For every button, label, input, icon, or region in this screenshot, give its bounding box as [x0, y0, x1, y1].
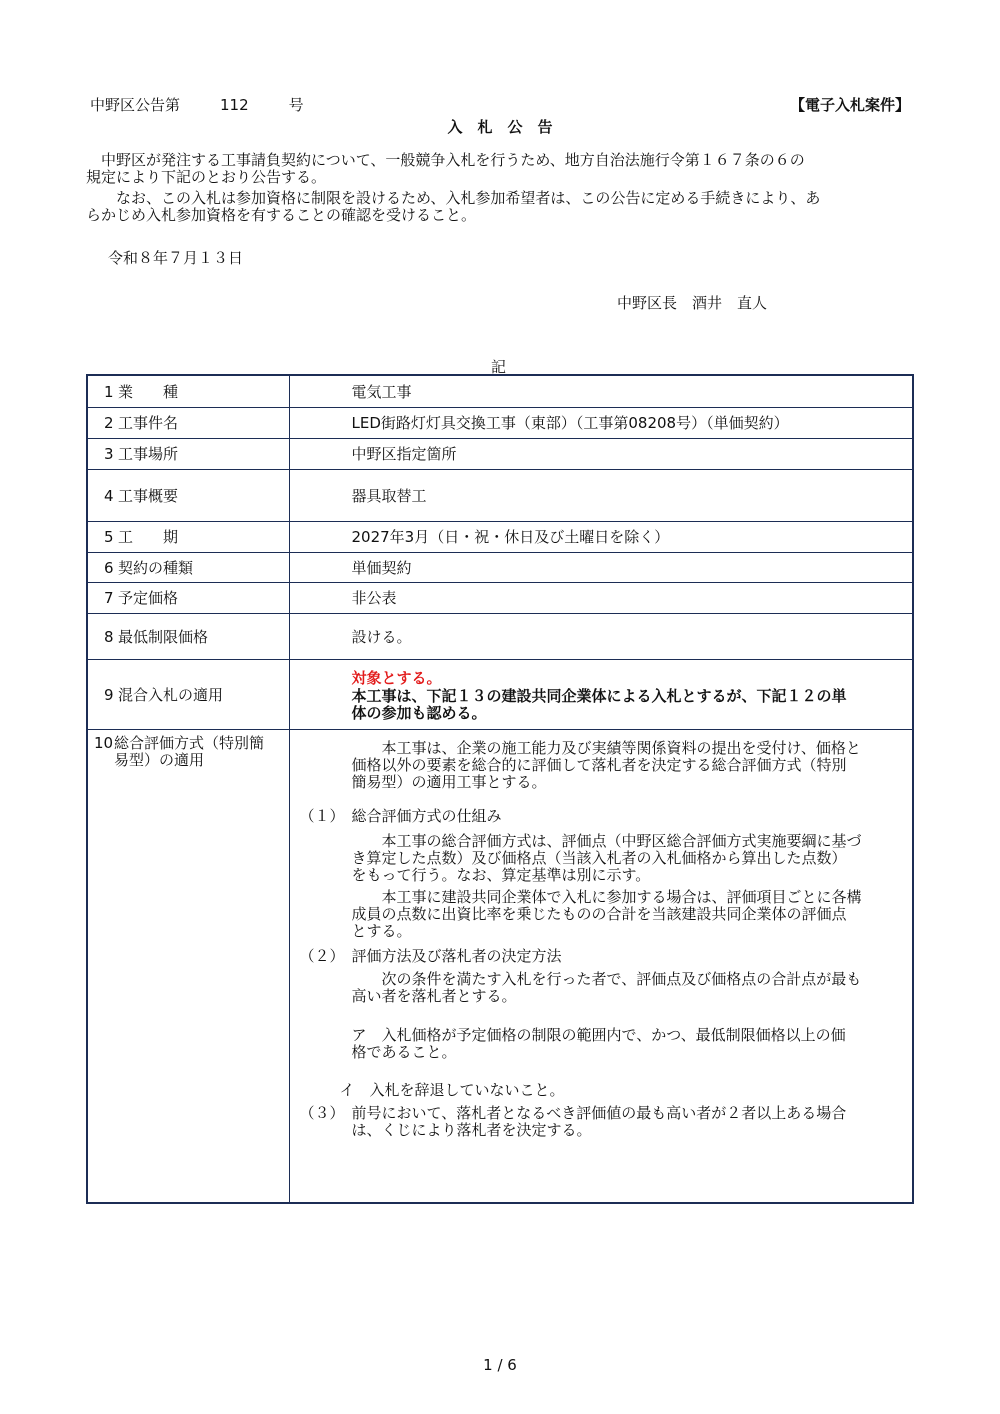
condition-i: イ 入札を辞退していないこと。 — [339, 1080, 565, 1099]
row-label: 工事概要 — [118, 486, 179, 505]
row-number: 8 — [104, 627, 114, 646]
row-number: 1 — [104, 382, 114, 401]
table-row — [87, 438, 913, 469]
row-number: 9 — [104, 685, 114, 704]
table-row — [87, 375, 913, 407]
row-label: 工事場所 — [118, 445, 179, 463]
notice-prefix: 中野区公告第 — [90, 96, 181, 114]
row-label: 最低制限価格 — [118, 627, 209, 646]
page-number: 1 / 6 — [483, 1356, 517, 1374]
page-title: 入 札 公 告 — [447, 118, 553, 136]
evaluation-intro: 本工事は、企業の施工能力及び実績等関係資料の提出を受付け、価格と 価格以外の要素を総合的に評価して落札者を決定する総合評価方式（特別 簡易型）の適用工事とする。 — [351, 738, 861, 791]
table-row-evaluation — [87, 729, 913, 1203]
ki-heading: 記 — [491, 358, 507, 376]
row-value: 設ける。 — [289, 613, 913, 659]
row-value: 単価契約 — [289, 552, 913, 582]
row-label: 契約の種類 — [118, 558, 194, 577]
notice-number: 112 — [220, 96, 249, 114]
signer: 中野区長 酒井 直人 — [617, 294, 768, 312]
section-1-paragraph-2: 本工事に建設共同企業体で入札に参加する場合は、評価項目ごとに各構 成員の点数に出資比率を乗じたものの合計を当該建設共同企業体の評価点 とする。 — [351, 887, 862, 940]
intro-paragraph-1: 中野区が発注する工事請負契約について、一般競争入札を行うため、地方自治法施行令第１６７条の６の 規定により下記のとおり公告する。 — [86, 151, 805, 186]
row-label: 工事件名 — [118, 414, 179, 432]
row-value: LED街路灯灯具交換工事（東部）（工事第08208号）（単価契約） — [289, 407, 913, 438]
table-row — [87, 613, 913, 659]
mixed-bid-note-line1: 本工事は、下記１３の建設共同企業体による入札とするが、下記１２の単 — [351, 686, 847, 705]
section-1-heading: （１） 総合評価方式の仕組み — [299, 806, 502, 825]
row-number: 5 — [104, 528, 114, 546]
row-label: 業 種 — [118, 382, 179, 401]
intro-paragraph-2: なお、この入札は参加資格に制限を設けるため、入札参加希望者は、この公告に定める手続きにより、あ らかじめ入札参加資格を有することの確認を受けること。 — [86, 189, 821, 224]
row-label: 工 期 — [118, 528, 179, 546]
row-number: 3 — [104, 445, 114, 463]
notice-date: 令和８年７月１３日 — [108, 249, 244, 267]
row-number: 4 — [104, 486, 114, 505]
section-mark: （３） — [299, 1103, 345, 1122]
section-3: （３） 前号において、落札者となるべき評価値の最も高い者が２者以上ある場合 は、くじにより落札者を決定する。 — [299, 1103, 847, 1139]
applicable-text: 対象とする。 — [351, 668, 442, 687]
row-number: 6 — [104, 558, 114, 577]
row-value: 電気工事 — [289, 375, 913, 407]
bid-details-table — [86, 374, 914, 1204]
table-row — [87, 407, 913, 438]
table-row — [87, 469, 913, 521]
row-number: 2 — [104, 414, 114, 432]
row-value: 器具取替工 — [289, 469, 913, 521]
section-2-paragraph: 次の条件を満たす入札を行った者で、評価点及び価格点の合計点が最も 高い者を落札者とする。 — [351, 969, 862, 1005]
e-bid-tag: 【電子入札案件】 — [789, 96, 910, 114]
mixed-bid-note-line2: 体の参加も認める。 — [351, 703, 487, 722]
row-number: 7 — [104, 589, 114, 607]
table-row-mixed-bid — [87, 659, 913, 729]
row-value: 非公表 — [289, 582, 913, 613]
row-value: 中野区指定箇所 — [289, 438, 913, 469]
notice-number-line — [90, 94, 304, 115]
condition-a: ア 入札価格が予定価格の制限の範囲内で、かつ、最低制限価格以上の価 格であること。 — [351, 1025, 846, 1061]
row-label-line2: 易型）の適用 — [114, 750, 205, 769]
table-row — [87, 582, 913, 613]
notice-suffix: 号 — [288, 96, 304, 114]
table-row — [87, 552, 913, 582]
section-2-heading: （２） 評価方法及び落札者の決定方法 — [299, 946, 562, 965]
section-1-paragraph-1: 本工事の総合評価方式は、評価点（中野区総合評価方式実施要綱に基づ き算定した点数）及び価格点（当該入札者の入札価格から算出した点数） をもって行う。なお、算定基準は別に示す。 — [351, 831, 862, 884]
row-label-line1: 10総合評価方式（特別簡 — [94, 733, 265, 752]
section-mark: （１） — [299, 806, 345, 825]
row-label: 予定価格 — [118, 589, 179, 607]
section-mark: （２） — [299, 946, 345, 965]
row-label: 混合入札の適用 — [118, 685, 224, 704]
table-row — [87, 521, 913, 552]
row-value: 2027年3月（日・祝・休日及び土曜日を除く） — [289, 521, 913, 552]
